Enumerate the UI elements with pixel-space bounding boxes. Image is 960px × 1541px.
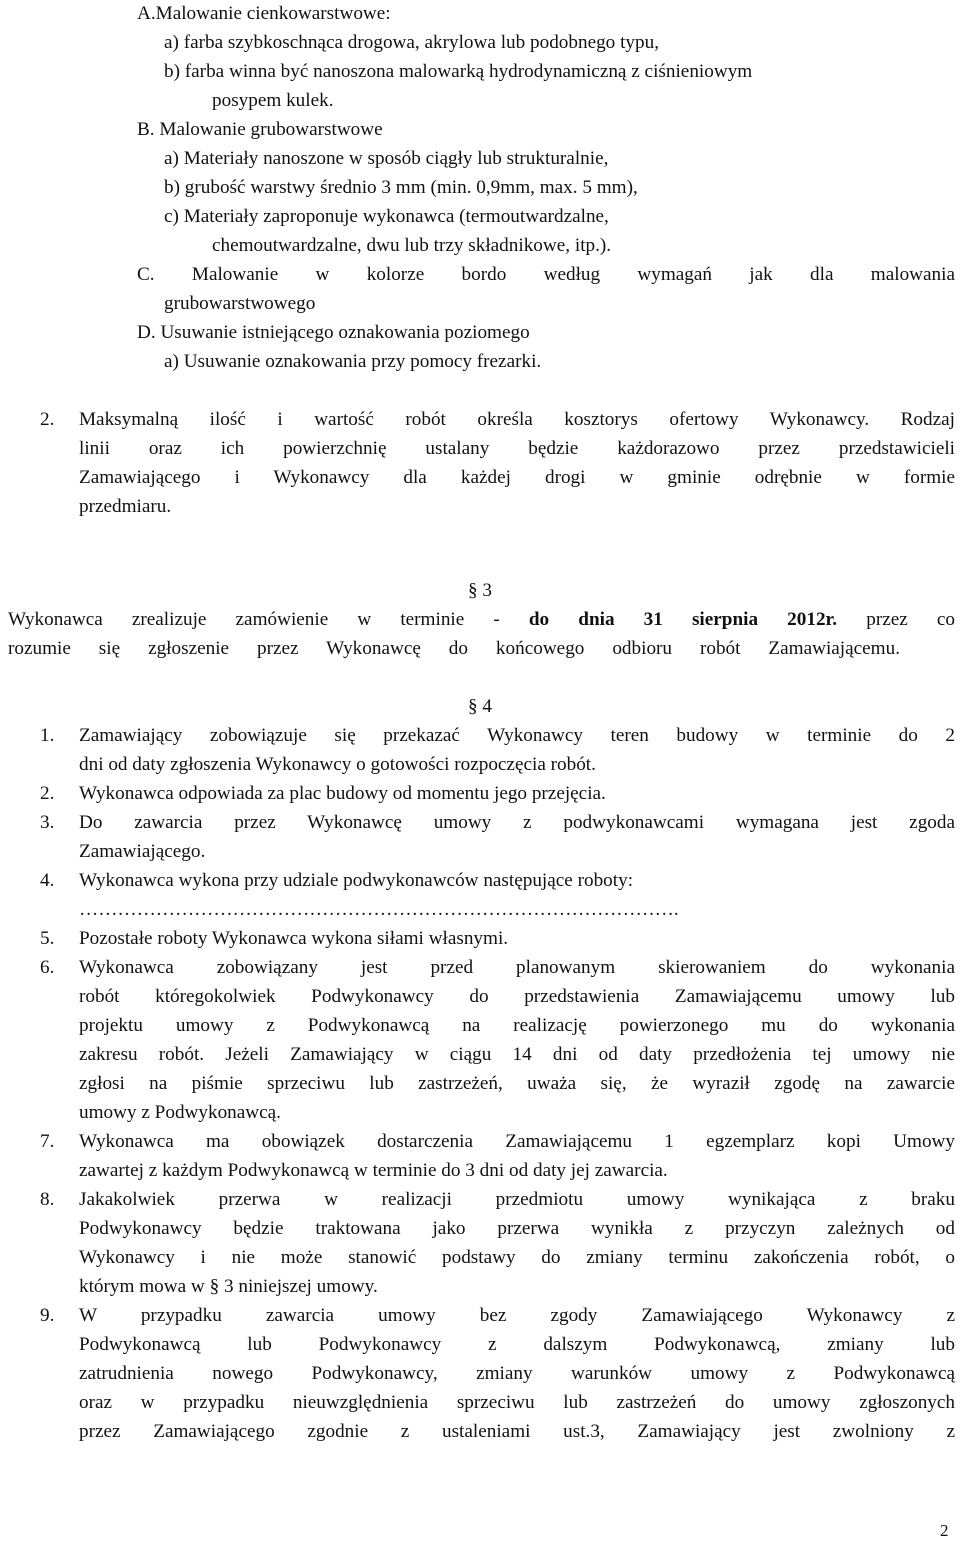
section-b-item-b: b) grubość warstwy średnio 3 mm (min. 0,9mm, max. 5 mm), <box>164 177 638 198</box>
list-item-line: Wykonawcy i nie może stanowić podstawy do zmiany terminu zakończenia robót, o <box>79 1247 955 1268</box>
list-item-number: 7. <box>40 1131 55 1152</box>
list-item-line: Podwykonawcy będzie traktowana jako przerwa wynikła z przyczyn zależnych od <box>79 1218 955 1239</box>
list-item-line: Zamawiający zobowiązuje się przekazać Wykonawcy teren budowy w terminie do 2 <box>79 725 955 746</box>
section-d-item-a: a) Usuwanie oznakowania przy pomocy frezarki. <box>164 351 542 372</box>
list-item-line: Wykonawca wykona przy udziale podwykonawców następujące roboty: <box>79 870 634 891</box>
list-item-line: przez Zamawiającego zgodnie z ustaleniami ust.3, Zamawiający jest zwolniony z <box>79 1421 955 1442</box>
list-item-line: Jakakolwiek przerwa w realizacji przedmiotu umowy wynikająca z braku <box>79 1189 955 1210</box>
list-item-number: 1. <box>40 725 55 746</box>
list-item-line: Podwykonawcą lub Podwykonawcy z dalszym Podwykonawcą, zmiany lub <box>79 1334 955 1355</box>
paragraph-3-heading: § 3 <box>468 580 492 601</box>
list-item-line: Wykonawca odpowiada za plac budowy od momentu jego przejęcia. <box>79 783 606 804</box>
list-item-number: 6. <box>40 957 55 978</box>
point-2-number: 2. <box>40 409 55 430</box>
list-item-line: zatrudnienia nowego Podwykonawcy, zmiany warunków umowy z Podwykonawcą <box>79 1363 955 1384</box>
section-b-item-a: a) Materiały nanoszone w sposób ciągły lub strukturalnie, <box>164 148 609 169</box>
list-item-line: zgłosi na piśmie sprzeciwu lub zastrzeżeń, uważa się, że wyraził zgodę na zawarcie <box>79 1073 955 1094</box>
list-item-line: którym mowa w § 3 niniejszej umowy. <box>79 1276 378 1297</box>
section-c-line: C. Malowanie w kolorze bordo według wymagań jak dla malowania <box>137 264 955 285</box>
section-a-title: A.Malowanie cienkowarstwowe: <box>137 3 391 24</box>
list-item-number: 2. <box>40 783 55 804</box>
list-item-number: 8. <box>40 1189 55 1210</box>
section-a-item-b-cont: posypem kulek. <box>212 90 334 111</box>
point-2-line: przedmiaru. <box>79 496 172 517</box>
list-item-line: …………………………………………………………………………………. <box>79 899 679 920</box>
list-item-line: Do zawarcia przez Wykonawcę umowy z podwykonawcami wymagana jest zgoda <box>79 812 955 833</box>
list-item-line: Zamawiającego. <box>79 841 206 862</box>
point-2-line: linii oraz ich powierzchnię ustalany będzie każdorazowo przez przedstawicieli <box>79 438 955 459</box>
point-2-line: Maksymalną ilość i wartość robót określa kosztorys ofertowy Wykonawcy. Rodzaj <box>79 409 955 430</box>
section-a-item-a: a) farba szybkoschnąca drogowa, akrylowa lub podobnego typu, <box>164 32 659 53</box>
section-b-title: B. Malowanie grubowarstwowe <box>137 119 383 140</box>
list-item-number: 4. <box>40 870 55 891</box>
list-item-line: umowy z Podwykonawcą. <box>79 1102 281 1123</box>
list-item-line: oraz w przypadku nieuwzględnienia sprzeciwu lub zastrzeżeń do umowy zgłoszonych <box>79 1392 955 1413</box>
list-item-line: Wykonawca zobowiązany jest przed planowanym skierowaniem do wykonania <box>79 957 955 978</box>
paragraph-3-text: Wykonawca zrealizuje zamówienie w terminie - <box>8 609 529 630</box>
list-item-line: W przypadku zawarcia umowy bez zgody Zamawiającego Wykonawcy z <box>79 1305 955 1326</box>
section-c-line-cont: grubowarstwowego <box>164 293 316 314</box>
list-item-line: zawartej z każdym Podwykonawcą w terminie do 3 dni od daty jej zawarcia. <box>79 1160 668 1181</box>
point-2-line: Zamawiającego i Wykonawcy dla każdej drogi w gminie odrębnie w formie <box>79 467 955 488</box>
list-item-number: 3. <box>40 812 55 833</box>
paragraph-4-heading: § 4 <box>468 696 492 717</box>
list-item-number: 9. <box>40 1305 55 1326</box>
list-item-line: Wykonawca ma obowiązek dostarczenia Zamawiającemu 1 egzemplarz kopi Umowy <box>79 1131 955 1152</box>
paragraph-3-text-end: przez co <box>837 609 955 630</box>
paragraph-3-deadline: do dnia 31 sierpnia 2012r. <box>528 609 838 630</box>
paragraph-3-line <box>8 606 955 635</box>
section-b-item-c: c) Materiały zaproponuje wykonawca (termoutwardzalne, <box>164 206 609 227</box>
section-d-title: D. Usuwanie istniejącego oznakowania poziomego <box>137 322 530 343</box>
page-number: 2 <box>940 1521 949 1540</box>
list-item-line: projektu umowy z Podwykonawcą na realizację powierzonego mu do wykonania <box>79 1015 955 1036</box>
list-item-line: zakresu robót. Jeżeli Zamawiający w ciągu 14 dni od daty przedłożenia tej umowy nie <box>79 1044 955 1065</box>
section-b-item-c-cont: chemoutwardzalne, dwu lub trzy składnikowe, itp.). <box>212 235 612 256</box>
paragraph-3-line-cont: rozumie się zgłoszenie przez Wykonawcę do końcowego odbioru robót Zamawiającemu. <box>8 638 900 659</box>
list-item-line: robót któregokolwiek Podwykonawcy do przedstawienia Zamawiającemu umowy lub <box>79 986 955 1007</box>
list-item-line: Pozostałe roboty Wykonawca wykona siłami własnymi. <box>79 928 509 949</box>
section-a-item-b: b) farba winna być nanoszona malowarką hydrodynamiczną z ciśnieniowym <box>164 61 753 82</box>
list-item-number: 5. <box>40 928 55 949</box>
list-item-line: dni od daty zgłoszenia Wykonawcy o gotowości rozpoczęcia robót. <box>79 754 596 775</box>
